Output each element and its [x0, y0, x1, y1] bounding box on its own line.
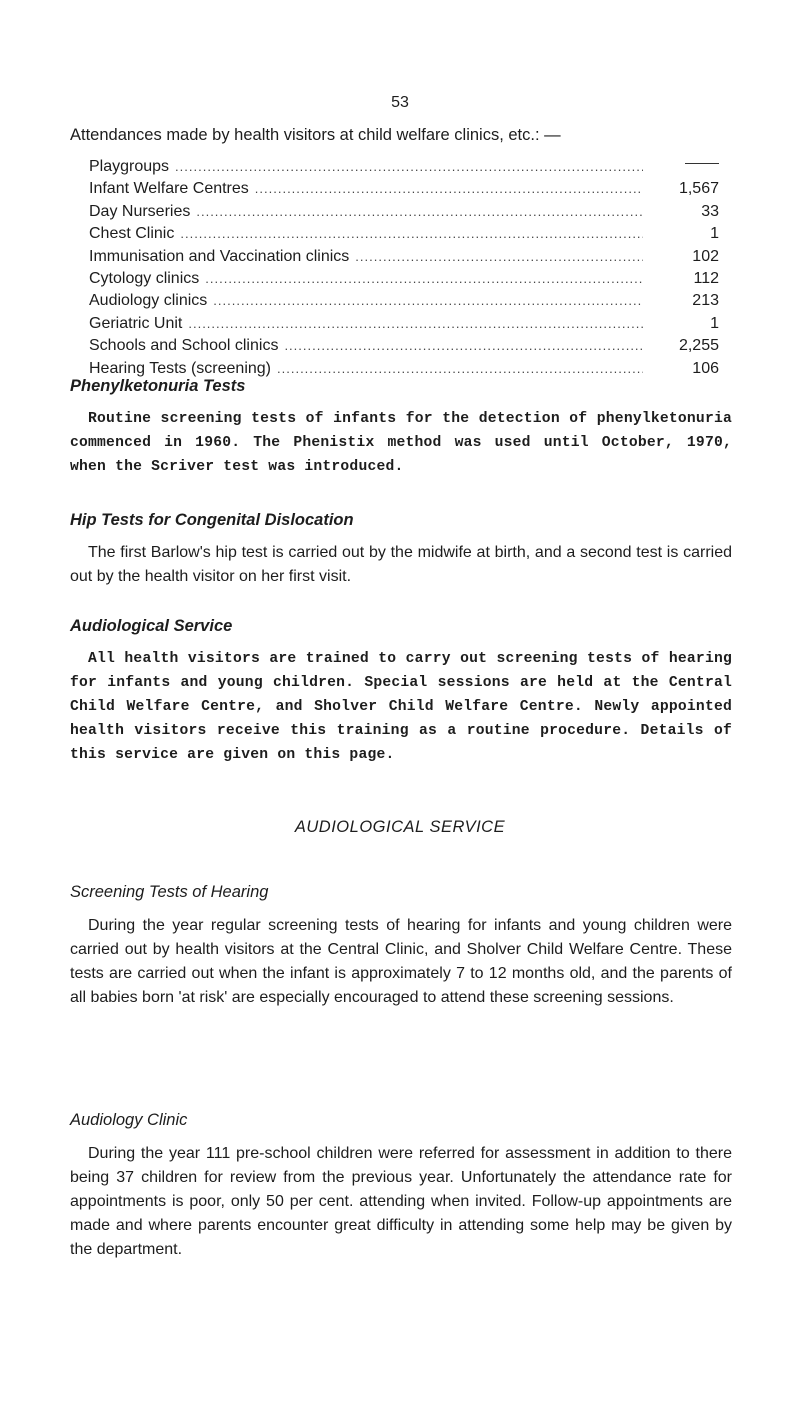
leader-dots: [284, 338, 643, 353]
section-phenylketonuria: [70, 377, 732, 479]
page-title: AUDIOLOGICAL SERVICE: [294, 818, 506, 836]
row-value: 1: [710, 225, 719, 243]
leader-dots: [175, 159, 643, 174]
row-label: Geriatric Unit: [89, 314, 183, 332]
section-audiological-service: [70, 617, 732, 767]
section-paragraph: All health visitors are trained to carry out screening tests of hearing for infants and young children. Special sessions are held at the Central Child Welfare Centre, and Sholver Child Welfare Centre. Newly appointed health visitors receive this training as a routine procedure. Details of this service are given on this page.: [70, 651, 732, 763]
row-label: Day Nurseries: [89, 202, 191, 220]
table-row: [89, 315, 719, 337]
table-row: [89, 337, 719, 359]
table-row: [89, 248, 719, 270]
table-row: [89, 270, 719, 292]
section-screening-tests: [70, 883, 732, 1010]
leader-dots: [213, 293, 643, 308]
table-row: [89, 158, 719, 180]
row-label: Audiology clinics: [89, 292, 208, 310]
page-number: 53: [391, 94, 409, 111]
row-value: 33: [701, 202, 719, 220]
row-value-dash: [649, 158, 719, 176]
row-label: Chest Clinic: [89, 225, 175, 243]
table-row: [89, 292, 719, 314]
leader-dots: [205, 271, 643, 286]
row-value: 213: [692, 292, 719, 310]
section-heading: Phenylketonuria Tests: [70, 377, 246, 395]
leader-dots: [255, 181, 643, 196]
row-value: 2,255: [678, 337, 719, 355]
section-paragraph-first-line: The first Barlow's hip test is carried out by the midwife at birth, and a second test is carried out by the health visitor on her first visit.: [70, 544, 732, 585]
table-row: [89, 225, 719, 247]
leader-dots: [277, 361, 643, 376]
table-row: [89, 203, 719, 225]
section-heading: Screening Tests of Hearing: [70, 883, 269, 901]
section-heading: Audiological Service: [70, 617, 233, 635]
leader-dots: [188, 316, 643, 331]
row-label: Schools and School clinics: [89, 337, 279, 355]
section-paragraph: During the year regular screening tests of hearing for infants and young children were carried out by health visitors at the Central Clinic, and Sholver Child Welfare Centre. These tests are carried out when the infant is approximately 7 to 12 months old, and the parents of all babies born 'at risk' are especially encouraged to attend these screening sessions.: [70, 917, 732, 1006]
row-label: Playgroups: [89, 158, 170, 175]
row-value: 1: [710, 314, 719, 332]
section-heading: Hip Tests for Congenital Dislocation: [70, 511, 354, 529]
section-paragraph: During the year 111 pre-school children were referred for assessment in addition to there being 37 children for review from the previous year. Unfortunately the attendance rate for appointments is poor, only 50 per cent. attending when invited. Follow-up appointments are made and where parents encounter great difficulty in attending some help may be given by the department.: [70, 1145, 732, 1258]
row-label: Infant Welfare Centres: [89, 180, 249, 198]
row-label: Cytology clinics: [89, 269, 200, 287]
row-value: 1,567: [678, 180, 719, 198]
attendances-table: [89, 158, 719, 382]
table-row: [89, 180, 719, 202]
section-heading: Audiology Clinic: [70, 1111, 188, 1129]
attendances-intro: Attendances made by health visitors at child welfare clinics, etc.: —: [70, 126, 561, 144]
leader-dots: [196, 204, 643, 219]
row-label: Hearing Tests (screening): [89, 359, 272, 377]
row-label: Immunisation and Vaccination clinics: [89, 247, 350, 265]
section-audiology-clinic: [70, 1111, 732, 1262]
row-value: 112: [693, 269, 719, 287]
row-value: 106: [692, 359, 719, 377]
section-paragraph: Routine screening tests of infants for the detection of phenylketonuria commenced in 1960. The Phenistix method was used until October, 1970, when the Scriver test was introduced.: [70, 411, 732, 475]
row-value: 102: [692, 247, 719, 265]
section-hip-tests: [70, 511, 732, 589]
leader-dots: [180, 226, 643, 241]
leader-dots: [355, 249, 643, 264]
